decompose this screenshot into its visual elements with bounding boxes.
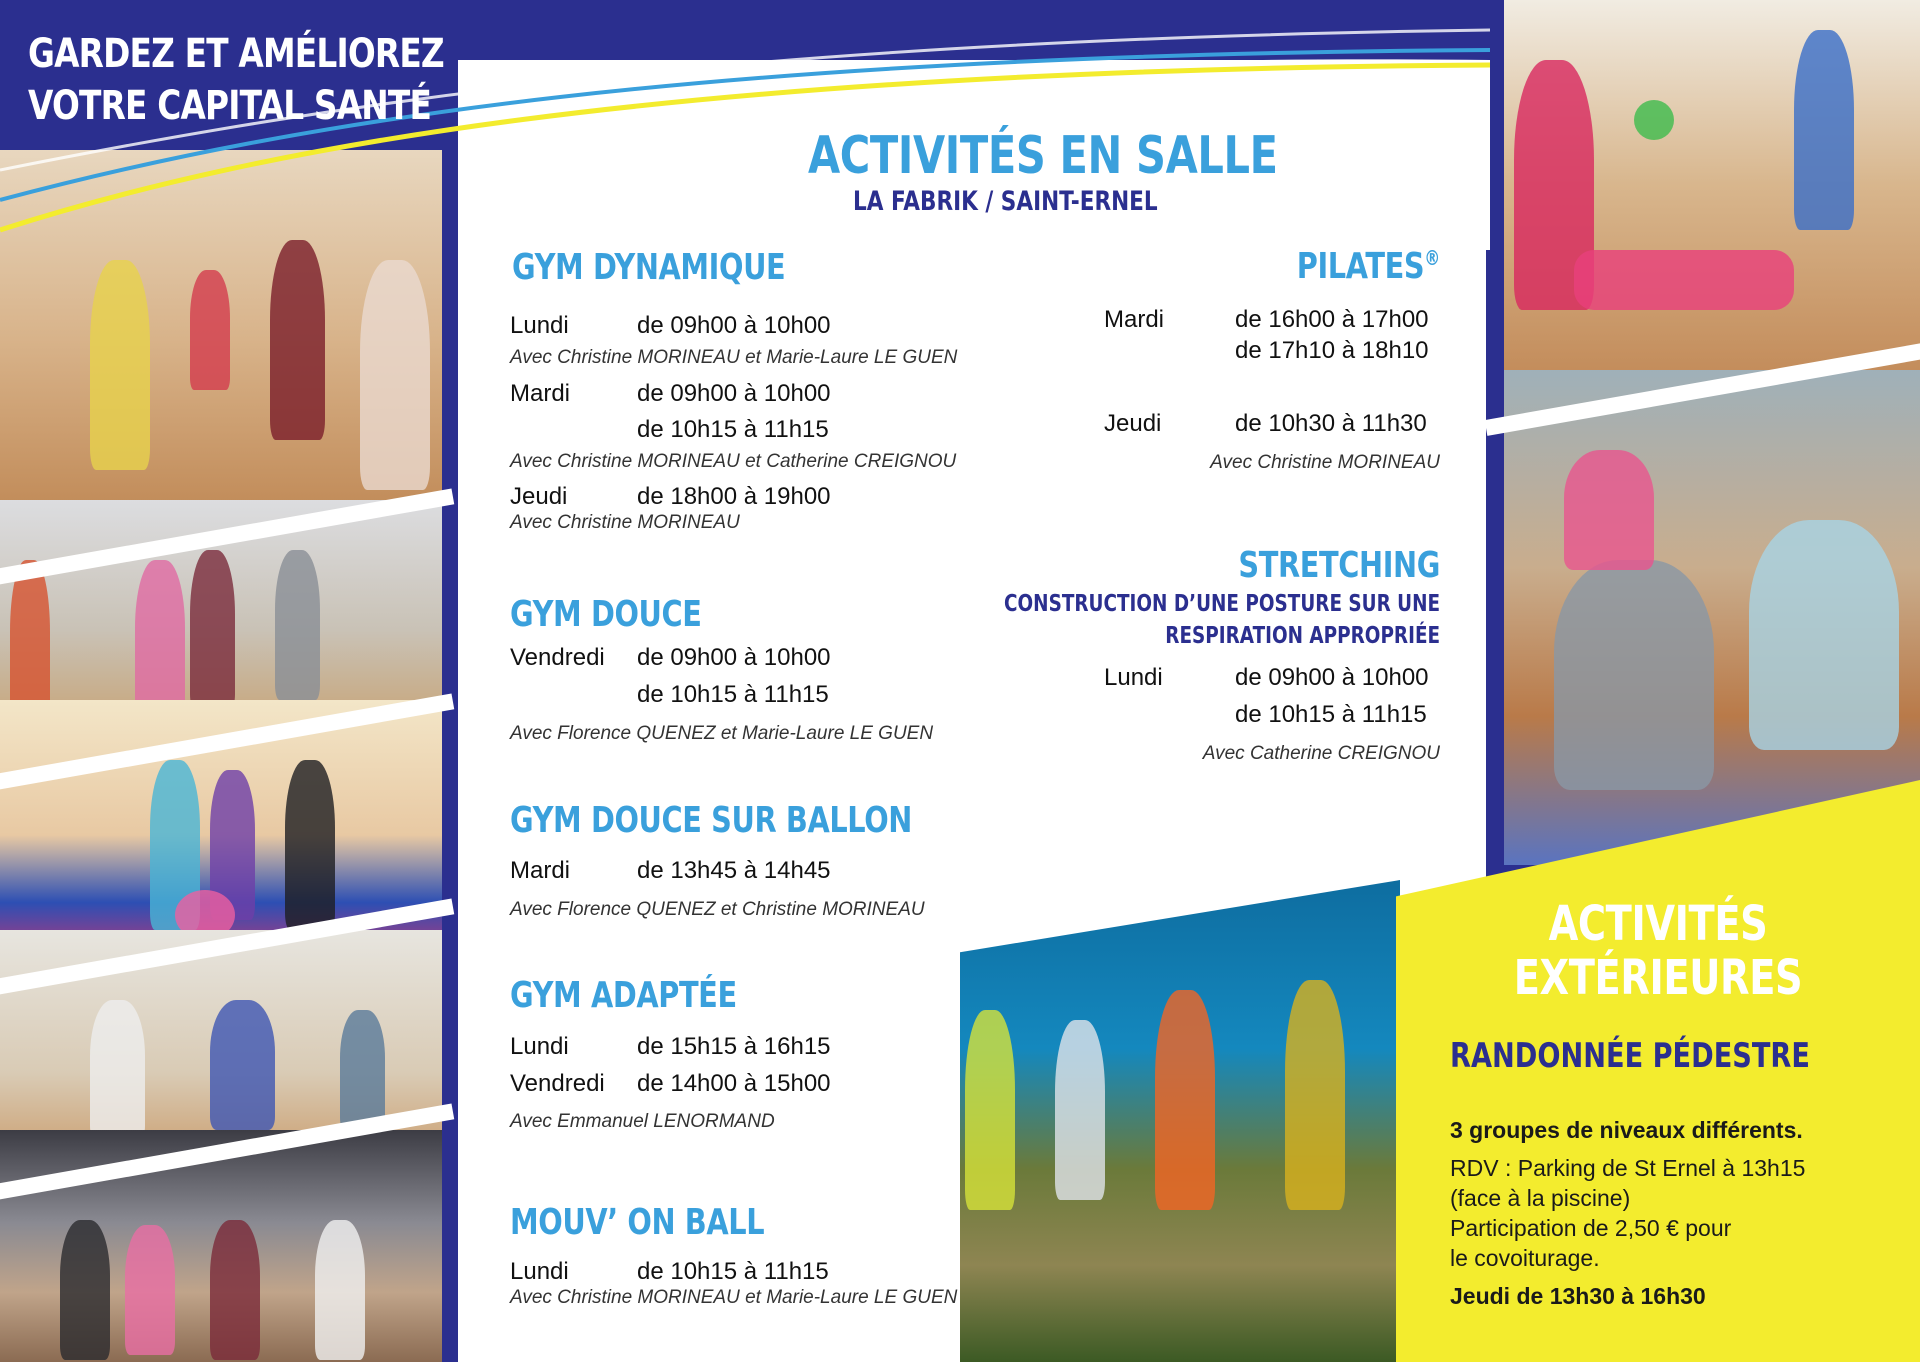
mouv-on-ball-title: MOUV’ ON BALL: [510, 1202, 765, 1243]
schedule-time: de 13h45 à 14h45: [637, 857, 831, 884]
stretching-subtitle-line: CONSTRUCTION D’UNE POSTURE SUR UNE: [1003, 591, 1440, 617]
indoor-title: ACTIVITÉS EN SALLE: [808, 126, 1278, 186]
gym-douce-title: GYM DOUCE: [510, 594, 702, 635]
outdoor-line: Jeudi de 13h30 à 16h30: [1450, 1283, 1706, 1309]
schedule-day: Lundi: [510, 1033, 569, 1060]
schedule-day: Lundi: [510, 312, 569, 339]
schedule-time: de 09h00 à 10h00: [637, 312, 831, 339]
photo-pilates: [1504, 0, 1920, 410]
schedule-time: de 09h00 à 10h00: [637, 644, 831, 671]
instructors: Avec Christine MORINEAU: [1210, 452, 1440, 473]
stretching-subtitle-line: RESPIRATION APPROPRIÉE: [1165, 623, 1440, 649]
photo-swiss-balls: [0, 1130, 442, 1362]
schedule-time: de 17h10 à 18h10: [1235, 337, 1429, 364]
instructors: Avec Florence QUENEZ et Christine MORINEAU: [510, 899, 925, 920]
gym-ballon-title: GYM DOUCE SUR BALLON: [510, 800, 912, 841]
schedule-time: de 09h00 à 10h00: [1235, 664, 1429, 691]
schedule-time: de 09h00 à 10h00: [637, 380, 831, 407]
photo-stretching: [1504, 370, 1920, 865]
pilates-title-text: PILATES: [1296, 246, 1425, 287]
instructors: Avec Catherine CREIGNOU: [1202, 743, 1440, 764]
banner-title-line: VOTRE CAPITAL SANTÉ: [28, 83, 432, 129]
instructors: Avec Christine MORINEAU et Catherine CREIGNOU: [510, 451, 957, 472]
schedule-day: Jeudi: [510, 483, 568, 510]
schedule-day: Mardi: [1104, 306, 1165, 333]
outdoor-line: Participation de 2,50 € pour: [1450, 1215, 1732, 1241]
schedule-time: de 16h00 à 17h00: [1235, 306, 1429, 333]
banner-title: [28, 28, 444, 132]
photo-hiking: [960, 880, 1400, 1362]
registered-mark: ®: [1424, 246, 1440, 270]
outdoor-line: (face à la piscine): [1450, 1185, 1631, 1211]
schedule-day: Vendredi: [510, 1070, 605, 1097]
gym-adaptee-title: GYM ADAPTÉE: [510, 975, 737, 1016]
schedule-day: Jeudi: [1104, 410, 1162, 437]
outdoor-title-line: EXTÉRIEURES: [1513, 950, 1803, 1006]
instructors: Avec Christine MORINEAU et Marie-Laure LE GUEN: [510, 1287, 958, 1308]
outdoor-title: [1448, 897, 1867, 1005]
outdoor-subtitle: RANDONNÉE PÉDESTRE: [1450, 1036, 1810, 1076]
schedule-day: Lundi: [1104, 664, 1163, 691]
schedule-time: de 15h15 à 16h15: [637, 1033, 831, 1060]
instructors: Avec Christine MORINEAU: [510, 512, 740, 533]
schedule-time: de 10h30 à 11h30: [1235, 410, 1427, 437]
indoor-subtitle: LA FABRIK / SAINT-ERNEL: [853, 186, 1158, 217]
schedule-time: de 10h15 à 11h15: [1235, 701, 1427, 728]
instructors: Avec Christine MORINEAU et Marie-Laure LE GUEN: [510, 347, 958, 368]
schedule-day: Mardi: [510, 857, 571, 884]
stretching-title: STRETCHING: [1238, 545, 1440, 586]
outdoor-line: RDV : Parking de St Ernel à 13h15: [1450, 1155, 1806, 1181]
schedule-day: Lundi: [510, 1258, 569, 1285]
gym-dynamique-title: GYM DYNAMIQUE: [512, 247, 786, 288]
pilates-title: [1297, 246, 1440, 287]
instructors: Avec Emmanuel LENORMAND: [510, 1111, 775, 1132]
schedule-day: Mardi: [510, 380, 571, 407]
stretching-subtitle: [1004, 588, 1440, 652]
schedule-time: de 18h00 à 19h00: [637, 483, 831, 510]
schedule-time: de 10h15 à 11h15: [637, 1258, 829, 1285]
outdoor-line: le covoiturage.: [1450, 1245, 1600, 1271]
schedule-time: de 10h15 à 11h15: [637, 681, 829, 708]
outdoor-title-line: ACTIVITÉS: [1548, 896, 1768, 952]
schedule-time: de 14h00 à 15h00: [637, 1070, 831, 1097]
banner-title-line: GARDEZ ET AMÉLIOREZ: [28, 31, 444, 77]
schedule-day: Vendredi: [510, 644, 605, 671]
outdoor-line: 3 groupes de niveaux différents.: [1450, 1117, 1803, 1143]
instructors: Avec Florence QUENEZ et Marie-Laure LE GUEN: [510, 723, 934, 744]
schedule-time: de 10h15 à 11h15: [637, 416, 829, 443]
